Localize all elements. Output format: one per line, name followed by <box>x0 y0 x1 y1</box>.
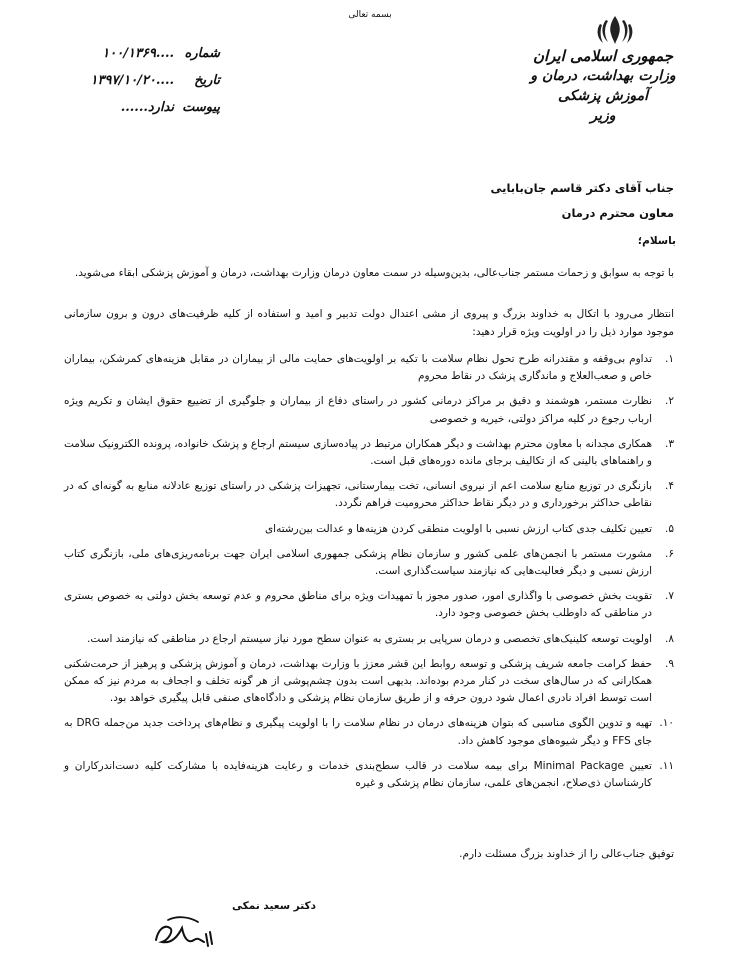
item-number: ۸. <box>665 632 674 645</box>
meta-number-row <box>70 40 220 67</box>
item-number: ۱۰. <box>659 717 674 730</box>
item-text: تهیه و تدوین الگوی مناسبی که بتوان هزینه‌های درمان در نظام سلامت را با اولویت پیگیری و نظام‌های پرداخت جدید من‌جمله DRG به جای FFS و دیگر شیوه‌های موجود کاهش داد. <box>64 717 652 747</box>
handwritten-signature-icon <box>148 910 218 955</box>
item-text: تعیین تکلیف جدی کتاب ارزش نسبی با اولویت منطقی کردن هزینه‌ها و عدالت بین‌رشته‌ای <box>264 522 652 535</box>
list-item <box>64 351 674 385</box>
paragraph-intro: با توجه به سوابق و زحمات مستمر جناب‌عالی، بدین‌وسیله در سمت معاون درمان وزارت بهداشت، درمان و آموزش پزشکی ابقاء می‌شوید. <box>74 267 674 279</box>
item-number: ۶. <box>665 547 674 560</box>
meta-attachment-row <box>70 94 220 121</box>
number-value: ۱۰۰/۱۳۶۹.... <box>102 46 174 61</box>
list-item <box>64 758 674 792</box>
ministry-line-3: وزیر <box>590 108 616 124</box>
list-item <box>64 436 674 470</box>
meta-date-row <box>70 67 220 94</box>
item-number: ۴. <box>665 480 674 493</box>
ministry-letterhead <box>508 46 698 126</box>
list-item <box>64 546 674 580</box>
list-item <box>64 478 674 512</box>
recipient-title: معاون محترم درمان <box>561 206 674 220</box>
directives-list <box>64 351 674 800</box>
item-number: ۳. <box>665 437 674 450</box>
closing-line: توفیق جناب‌عالی را از خداوند بزرگ مسئلت دارم. <box>459 848 674 860</box>
item-number: ۹. <box>665 657 674 670</box>
recipient-block <box>491 176 674 226</box>
signer-name: دکتر سعید نمکی <box>232 900 316 912</box>
list-item <box>64 393 674 427</box>
attachment-value: ندارد...... <box>120 100 174 115</box>
date-label: تاریخ <box>194 73 220 88</box>
list-item <box>64 521 674 538</box>
date-value: ۱۳۹۷/۱۰/۲۰.... <box>90 73 174 88</box>
item-number: ۵. <box>665 522 674 535</box>
item-text: بازنگری در توزیع منابع سلامت اعم از نیروی انسانی، تخت بیمارستانی، تجهیزات پزشکی در راستای توزیع عادلانه منابع به گونه‌ای که در نقاطی حداکثر برخورداری و در دیگر نقاط حداکثر محرومیت فراهم نگردد. <box>64 480 652 510</box>
attachment-label: پیوست <box>182 100 220 115</box>
recipient-name: جناب آقای دکتر قاسم جان‌بابایی <box>490 181 674 195</box>
item-text: نظارت مستمر، هوشمند و دقیق بر مراکز درمانی کشور در راستای دفاع از بیماران و جلوگیری از تضییع حقوق ایشان و تکریم ویژه ارباب رجوع در کلیه مراکز دولتی، خیریه و خصوصی <box>64 395 652 425</box>
list-item <box>64 588 674 622</box>
item-number: ۲. <box>665 395 674 408</box>
iran-emblem-icon <box>592 14 638 46</box>
ministry-line-1: جمهوری اسلامی ایران <box>532 47 674 65</box>
paragraph-expectations: انتظار می‌رود با اتکال به خداوند بزرگ و پیروی از مشی اعتدال دولت تدبیر و امید و استفاده از کلیه ظرفیت‌های درون و برون سازمانی موجود موارد ذیل را در اولویت ویژه قرار دهید: <box>64 308 674 338</box>
bismillah: بسمه تعالی <box>348 10 392 20</box>
item-number: ۷. <box>665 590 674 603</box>
ministry-line-2: وزارت بهداشت، درمان و آموزش پزشکی <box>530 68 676 104</box>
item-text: اولویت توسعه کلینیک‌های تخصصی و درمان سرپایی بر بستری به عنوان سطح مورد نیاز سیستم ارجاع در مناطقی که نیازمند است. <box>87 632 652 645</box>
item-text: تداوم بی‌وقفه و مقتدرانه طرح تحول نظام سلامت با تکیه بر اولویت‌های حمایت مالی از بیماران در مقابل هزینه‌های کمرشکن، بیماران خاص و صعب‌العلاج و ماندگاری پزشک در نقاط محروم <box>64 353 652 383</box>
list-item <box>64 715 674 749</box>
number-label: شماره <box>184 46 220 61</box>
list-item <box>64 631 674 648</box>
item-text: تقویت بخش خصوصی با واگذاری امور، صدور مجوز با تمهیدات ویژه برای مناطق محروم و عدم توسعه بخش دولتی به خصوص بستری در مناطقی که داوطلب بخش خصوصی وجود دارد. <box>64 590 652 620</box>
item-text: تعیین Minimal Package برای بیمه سلامت در قالب سطح‌بندی خدمات و رعایت هزینه‌فایده با مشارکت کلیه دست‌اندرکاران و کارشناسان ذی‌صلاح، انجمن‌های علمی، سازمان نظام پزشکی و غیره <box>64 759 652 790</box>
letter-meta <box>70 40 220 121</box>
item-text: حفظ کرامت جامعه شریف پزشکی و توسعه روابط این قشر معزز با وزارت بهداشت، درمان و آموزش پزشکی و پرهیز از حرمت‌شکنی همکارانی که در سال‌های سخت در کنار مردم بوده‌اند. بدیهی است بدون چشم‌پوشی از هر گونه تخلف و اجحاف به مردم نیز که ممکن است توسط افراد نادری اعمال شود درون حرفه و از طریق سازمان نظام پزشکی و دادگاه‌های صنفی قابل پیگیری خواهد بود. <box>64 657 652 705</box>
greeting: باسلام؛ <box>637 235 676 247</box>
list-item <box>64 656 674 708</box>
item-text: همکاری مجدانه با معاون محترم بهداشت و دیگر همکاران مرتبط در پیاده‌سازی سیستم ارجاع و پزشک خانواده، پرونده الکترونیک سلامت و راهنماهای بالینی که از تکالیف برجای مانده دوره‌های قبل است. <box>64 437 652 468</box>
item-number: ۱. <box>665 353 674 365</box>
item-number: ۱۱. <box>659 759 674 772</box>
item-text: مشورت مستمر با انجمن‌های علمی کشور و سازمان نظام پزشکی جمهوری اسلامی ایران جهت برنامه‌ریزی‌های ملی، بازنگری کتاب ارزش نسبی و دیگر فعالیت‌هایی که نیازمند سیاست‌گذاری است. <box>64 547 652 578</box>
